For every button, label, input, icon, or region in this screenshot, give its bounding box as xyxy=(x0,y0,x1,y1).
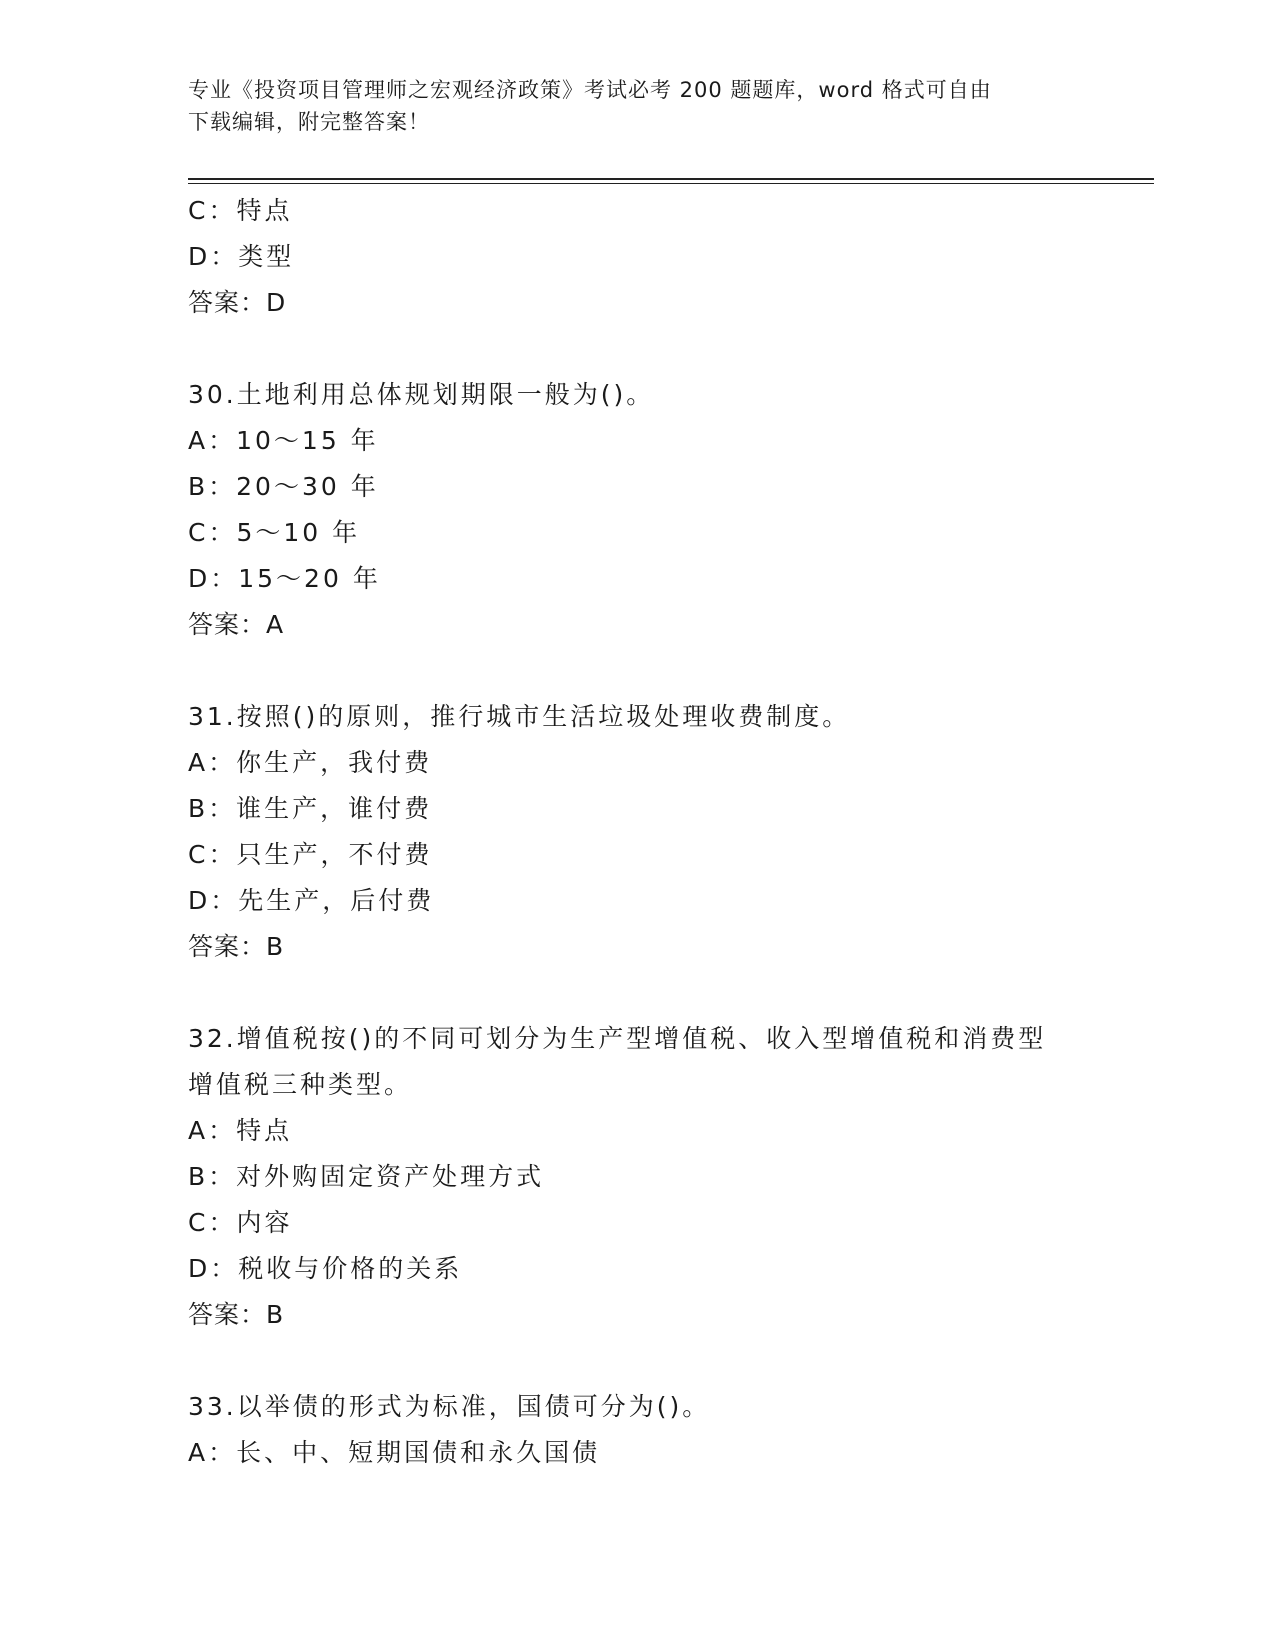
option-d: D：15～20 年 xyxy=(188,564,381,593)
option-a: A：你生产，我付费 xyxy=(188,748,433,777)
option-d: D：先生产，后付费 xyxy=(188,886,435,915)
question-30 xyxy=(188,372,1088,648)
spacer xyxy=(188,970,1088,1016)
option-c: C：特点 xyxy=(188,196,293,225)
question-stem-line-1: 32.增值税按()的不同可划分为生产型增值税、收入型增值税和消费型 xyxy=(188,1024,1047,1053)
answer: 答案：A xyxy=(188,610,285,639)
question-32 xyxy=(188,1016,1088,1338)
option-a: A：10～15 年 xyxy=(188,426,379,455)
option-c: C：内容 xyxy=(188,1208,293,1237)
answer: 答案：B xyxy=(188,932,285,961)
option-d: D：类型 xyxy=(188,242,295,271)
option-b: B：对外购固定资产处理方式 xyxy=(188,1162,545,1191)
option-c: C：5～10 年 xyxy=(188,518,361,547)
question-33 xyxy=(188,1384,1088,1476)
spacer xyxy=(188,648,1088,694)
answer: 答案：D xyxy=(188,288,287,317)
option-b: B：谁生产，谁付费 xyxy=(188,794,433,823)
question-29-tail xyxy=(188,188,1088,326)
option-a: A：特点 xyxy=(188,1116,293,1145)
answer: 答案：B xyxy=(188,1300,285,1329)
spacer xyxy=(188,1338,1088,1384)
spacer xyxy=(188,326,1088,372)
question-stem: 30.土地利用总体规划期限一般为()。 xyxy=(188,380,655,409)
question-stem: 33.以举债的形式为标准，国债可分为()。 xyxy=(188,1392,711,1421)
header-line-1: 专业《投资项目管理师之宏观经济政策》考试必考 200 题题库，word 格式可自由 xyxy=(188,78,992,102)
question-stem: 31.按照()的原则，推行城市生活垃圾处理收费制度。 xyxy=(188,702,851,731)
option-b: B：20～30 年 xyxy=(188,472,379,501)
question-list xyxy=(188,188,1088,1476)
header-divider xyxy=(188,178,1154,184)
document-header xyxy=(188,74,1088,138)
option-d: D：税收与价格的关系 xyxy=(188,1254,463,1283)
question-31 xyxy=(188,694,1088,970)
question-stem-line-2: 增值税三种类型。 xyxy=(188,1070,413,1099)
option-a: A：长、中、短期国债和永久国债 xyxy=(188,1438,601,1467)
option-c: C：只生产，不付费 xyxy=(188,840,433,869)
header-line-2: 下载编辑，附完整答案！ xyxy=(188,110,430,134)
